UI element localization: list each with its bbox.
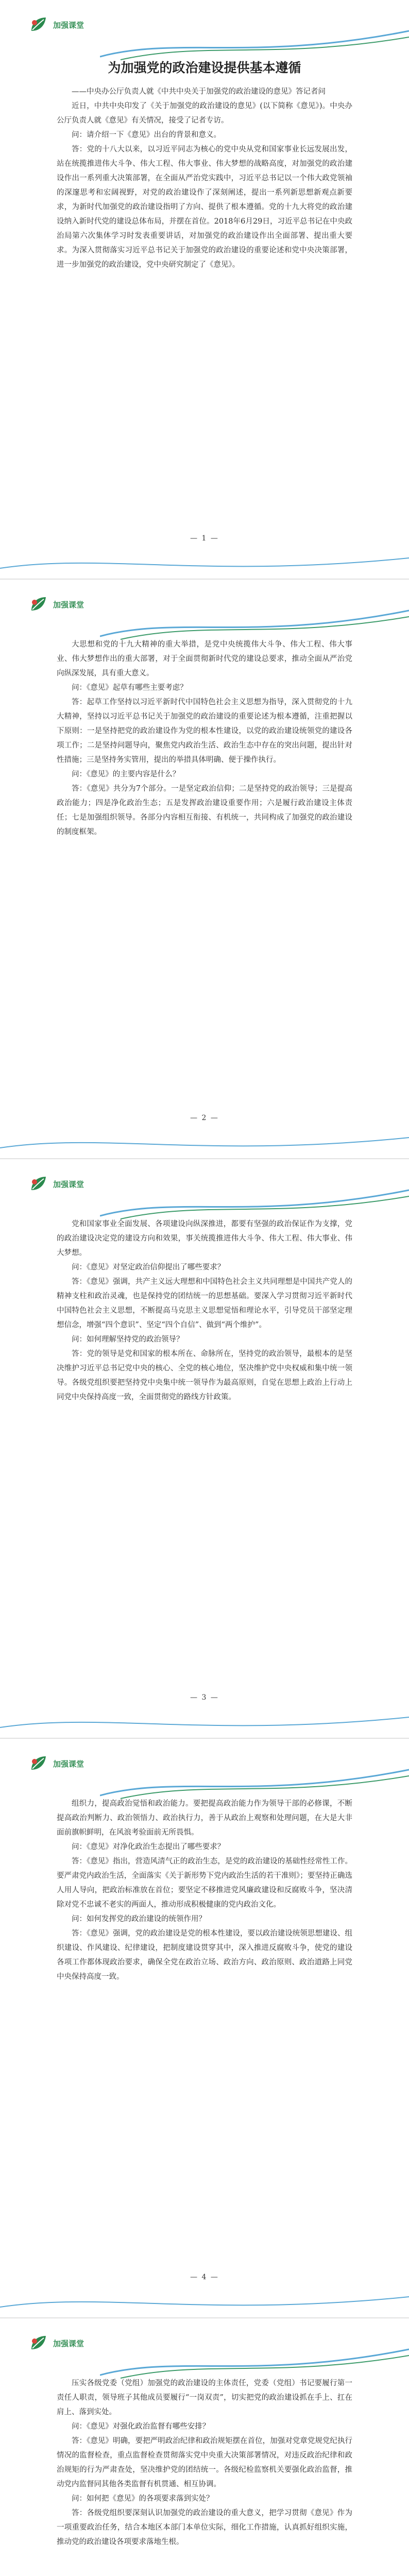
leaf-logo-icon — [28, 1754, 49, 1773]
paragraph: 近日，中共中央印发了《关于加强党的政治建设的意见》(以下简称《意见》)。中央办公厅负责人就《意见》有关情况，接受了记者专访。 — [57, 102, 352, 125]
question: 问：《意见》的主要内容是什么？ — [72, 770, 180, 778]
paragraph: 答：《意见》强调，党的政治建设是党的根本性建设，要以政治建设统领思想建设、组织建设、作风建设、纪律建设，把制度建设贯穿其中，深入推进反腐败斗争，使党的建设各项工作都体现政治要求，确保全党在政治立场、政治方向、政治原则、政治道路上同党中央保持高度一致。 — [57, 1929, 352, 1981]
decorative-wave — [100, 2344, 409, 2380]
decorative-wave — [100, 605, 409, 641]
paragraph: 答：党的领导是党和国家的根本所在、命脉所在，坚持党的政治领导，最根本的是坚决维护习近平总书记党中央的核心、全党的核心地位，坚决维护党中央权威和集中统一领导。各级党组织要把坚持党中央集中统一领导作为最高原则，自觉在思想上政治上行动上同党中央保持高度一致，全面贯彻党的路线方针政策。 — [57, 1350, 352, 1401]
question: 问：请介绍一下《意见》出台的背景和意义。 — [72, 131, 221, 139]
question: 问：如何理解坚持党的政治领导？ — [72, 1335, 184, 1344]
document-subtitle: ——中央办公厅负责人就《中共中央关于加强党的政治建设的意见》答记者问 — [72, 88, 326, 96]
document-page-2 — [0, 580, 409, 1158]
leaf-logo-icon — [28, 15, 49, 34]
page-body — [57, 58, 352, 272]
document-page-4 — [0, 1739, 409, 2317]
decorative-bottom-wave — [0, 1127, 409, 1158]
brand-name: 加强课堂 — [53, 21, 84, 30]
document-page-5 — [0, 2318, 409, 2576]
decorative-wave — [100, 1765, 409, 1801]
decorative-wave — [100, 26, 409, 62]
document-page-1 — [0, 0, 409, 579]
page-number: — 3 — — [190, 1693, 219, 1702]
leaf-logo-icon — [28, 2334, 49, 2352]
brand-logo — [28, 2334, 84, 2352]
paragraph: 答：《意见》指出，营造风清气正的政治生态，是党的政治建设的基础性经常性工作。要严肃党内政治生活，全面落实《关于新形势下党内政治生活的若干准则》；要坚持正确选人用人导向，把政治标准放在首位；要坚定不移推进党风廉政建设和反腐败斗争，坚决清除对党不忠诚不老实的两面人，推动形成积极健康的党内政治文化。 — [57, 1857, 352, 1909]
paragraph: 答：各级党组织要深刻认识加强党的政治建设的重大意义，把学习贯彻《意见》作为一项重要政治任务，结合本地区本部门本单位实际，细化工作措施，认真抓好组织实施，推动党的政治建设各项要求落地生根。 — [57, 2509, 352, 2546]
leaf-logo-icon — [28, 595, 49, 614]
brand-name: 加强课堂 — [53, 1759, 84, 1769]
brand-name: 加强课堂 — [53, 600, 84, 609]
page-number: — 4 — — [190, 2273, 219, 2281]
decorative-bottom-wave — [0, 1707, 409, 1738]
paragraph: 组织力，提高政治觉悟和政治能力。要把提高政治能力作为领导干部的必修课，不断提高政治判断力、政治领悟力、政治执行力，善于从政治上观察和处理问题，在大是大非面前旗帜鲜明，在风浪考验面前无所畏惧。 — [57, 1800, 352, 1837]
brand-logo — [28, 1754, 84, 1773]
page-body — [57, 1217, 352, 1404]
document-page-3 — [0, 1159, 409, 1738]
question: 问：如何发挥党的政治建设的统领作用？ — [72, 1915, 206, 1923]
brand-logo — [28, 15, 84, 34]
paragraph: 答：《意见》共分为7个部分。一是坚定政治信仰；二是坚持党的政治领导；三是提高政治能力；四是净化政治生态；五是发挥政治建设重要作用；六是履行政治建设主体责任；七是加强组织领导。各部分内容相互衔接、有机统一，共同构成了加强党的政治建设的制度框架。 — [57, 785, 352, 836]
decorative-wave — [100, 1185, 409, 1221]
page-body — [57, 2376, 352, 2549]
document-title: 为加强党的政治建设提供基本遵循 — [108, 60, 301, 75]
question: 问：《意见》对强化政治监督有哪些安排？ — [72, 2422, 210, 2431]
brand-name: 加强课堂 — [53, 1180, 84, 1189]
brand-logo — [28, 595, 84, 614]
paragraph: 压实各级党委（党组）加强党的政治建设的主体责任，党委（党组）书记要履行第一责任人职责，领导班子其他成员要履行“一岗双责”，切实把党的政治建设抓在手上、扛在肩上、落到实处。 — [57, 2379, 352, 2416]
question: 问：《意见》对坚定政治信仰提出了哪些要求？ — [72, 1263, 225, 1272]
page-number: — 1 — — [190, 534, 219, 543]
leaf-logo-icon — [28, 1175, 49, 1193]
paragraph: 答：起草工作坚持以习近平新时代中国特色社会主义思想为指导，深入贯彻党的十九大精神，坚持以习近平总书记关于加强党的政治建设的重要论述为根本遵循，注重把握以下原则：一是坚持把党的政治建设作为党的根本性建设，以党的政治建设统领党的建设各项工作；二是坚持问题导向，聚焦党内政治生活、政治生态中存在的突出问题，提出针对性措施；三是坚持务实管用，提出的举措具体明确、便于操作执行。 — [57, 698, 352, 764]
question: 问：如何把《意见》的各项要求落到实处？ — [72, 2495, 214, 2503]
paragraph: 答：《意见》强调，共产主义远大理想和中国特色社会主义共同理想是中国共产党人的精神支柱和政治灵魂，也是保持党的团结统一的思想基础。要深入学习贯彻习近平新时代中国特色社会主义思想，不断提高马克思主义思想觉悟和理论水平，引导党员干部坚定理想信念，增强“四个意识”、坚定“四个自信”、做到“两个维护”。 — [57, 1278, 352, 1329]
question: 问：《意见》起草有哪些主要考虑？ — [72, 684, 188, 692]
decorative-bottom-wave — [0, 548, 409, 579]
paragraph: 答：党的十八大以来，以习近平同志为核心的党中央从党和国家事业长远发展出发，站在统揽推进伟大斗争、伟大工程、伟大事业、伟大梦想的战略高度，对加强党的政治建设作出一系列重大决策部署，在全面从严治党实践中，习近平总书记以一个伟大政党领袖的深邃思考和宏阔视野，对党的政治建设作了深刻阐述，提出一系列新思想新观点新要求，为新时代加强党的政治建设指明了方向、提供了根本遵循。党的十九大将党的政治建设纳入新时代党的建设总体布局，并摆在首位。2018年6月29日，习近平总书记在中央政治局第六次集体学习时发表重要讲话，对加强党的政治建设作出全面部署、提出重大要求。为深入贯彻落实习近平总书记关于加强党的政治建设的重要论述和党中央决策部署，进一步加强党的政治建设，党中央研究制定了《意见》。 — [57, 145, 352, 269]
page-body — [57, 1797, 352, 1984]
brand-name: 加强课堂 — [53, 2339, 84, 2348]
paragraph: 大思想和党的十九大精神的重大举措，是党中央统揽伟大斗争、伟大工程、伟大事业、伟大梦想作出的重大部署，对于全面贯彻新时代党的建设总要求，推动全面从严治党向纵深发展，具有重大意义。 — [57, 640, 352, 677]
brand-logo — [28, 1175, 84, 1193]
paragraph: 答：《意见》明确，要把严明政治纪律和政治规矩摆在首位，加强对党章党规党纪执行情况的监督检查，重点监督检查贯彻落实党中央重大决策部署情况，对违反政治纪律和政治规矩的行为严肃查处，坚决维护党的团结统一。各级纪检监察机关要强化政治监督，推动党内监督同其他各类监督有机贯通、相互协调。 — [57, 2437, 352, 2488]
page-number: — 2 — — [190, 1114, 219, 1122]
page-body — [57, 637, 352, 839]
paragraph: 党和国家事业全面发展、各项建设向纵深推进，都要有坚强的政治保证作为支撑，党的政治建设决定党的建设方向和效果，事关统揽推进伟大斗争、伟大工程、伟大事业、伟大梦想。 — [57, 1220, 352, 1257]
decorative-bottom-wave — [0, 2286, 409, 2317]
question: 问：《意见》对净化政治生态提出了哪些要求？ — [72, 1843, 225, 1851]
